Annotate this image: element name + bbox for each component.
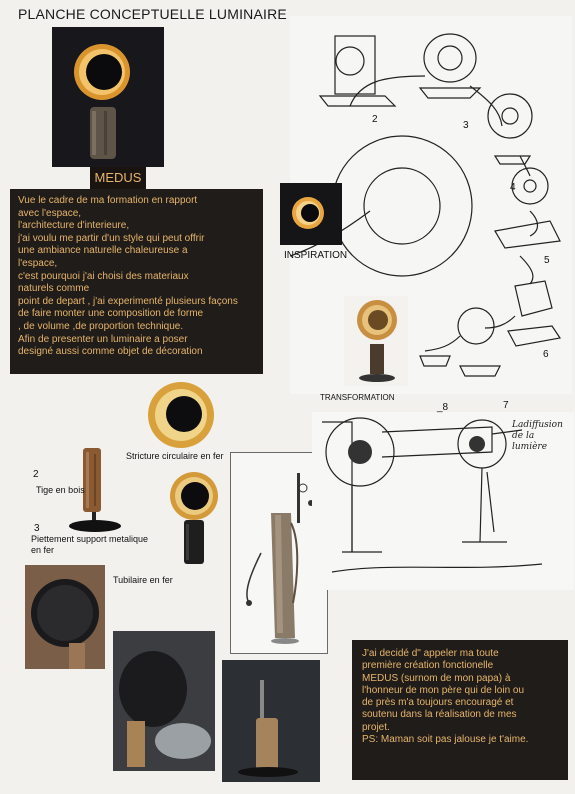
light-diffusion-annotation: Ladiffusion de la lumière: [512, 420, 563, 452]
metal-base-photo: [60, 512, 130, 534]
circular-structure-photo: [146, 380, 216, 450]
sketch-step-6: 6: [543, 349, 549, 360]
conclusion-text-box: J'ai decidé d" appeler ma toute première création fonctionelle MEDUS (surnom de mon papa) à l'honneur de mon père qui de loin ou de près m'a toujours encouragé et soutenu dans la réalisation de mes projet. PS: Maman soit pas jalouse je t'aime.: [352, 640, 568, 780]
hero-lamp-photo: [52, 27, 164, 167]
page-title: PLANCHE CONCEPTUELLE LUMINAIRE: [18, 6, 287, 22]
sketch-step-8: _8: [437, 402, 449, 413]
tube-label: Tubilaire en fer: [113, 575, 173, 585]
sketch-step-4: 4: [510, 182, 516, 193]
base-label: Piettement support metalique en fer: [31, 534, 149, 555]
assembly-photo-2: [113, 631, 215, 771]
base-number: 3: [34, 523, 40, 534]
assembly-photo-3: [222, 660, 320, 782]
tige-number: 2: [33, 469, 39, 480]
intro-text-box: Vue le cadre de ma formation en rapport avec l'espace, l'architecture d'interieure, j'ai voulu me partir d'un style qui peut offrir une ambiance naturelle chaleureuse a l'espace, c'est pourquoi j'ai choisi des materiaux naturels comme point de depart , j'ai experimenté plusieurs façons de faire monter une composition de forme , de volume ,de proportion technique. Afin de presenter un luminaire a poser designé aussi comme objet de décoration: [10, 189, 263, 374]
inspiration-label: INSPIRATION: [284, 250, 348, 261]
sketch-step-3: 3: [463, 120, 469, 131]
hero-name-label: MEDUS: [90, 167, 146, 189]
inspiration-photo: [280, 183, 342, 245]
sketch-step-5: 5: [544, 255, 550, 266]
tubular-lamp-photo: [166, 468, 222, 568]
sketch-step-7: 7: [503, 400, 509, 411]
circular-structure-label: Stricture circulaire en fer: [126, 451, 224, 461]
transformation-photo: [344, 296, 408, 386]
transformation-label: TRANSFORMATION: [320, 393, 395, 402]
assembly-photo-1: [25, 565, 105, 669]
tige-label: Tige en bois: [36, 485, 85, 495]
sketch-step-2: 2: [372, 114, 378, 125]
wooden-stem-photo: [77, 448, 107, 518]
